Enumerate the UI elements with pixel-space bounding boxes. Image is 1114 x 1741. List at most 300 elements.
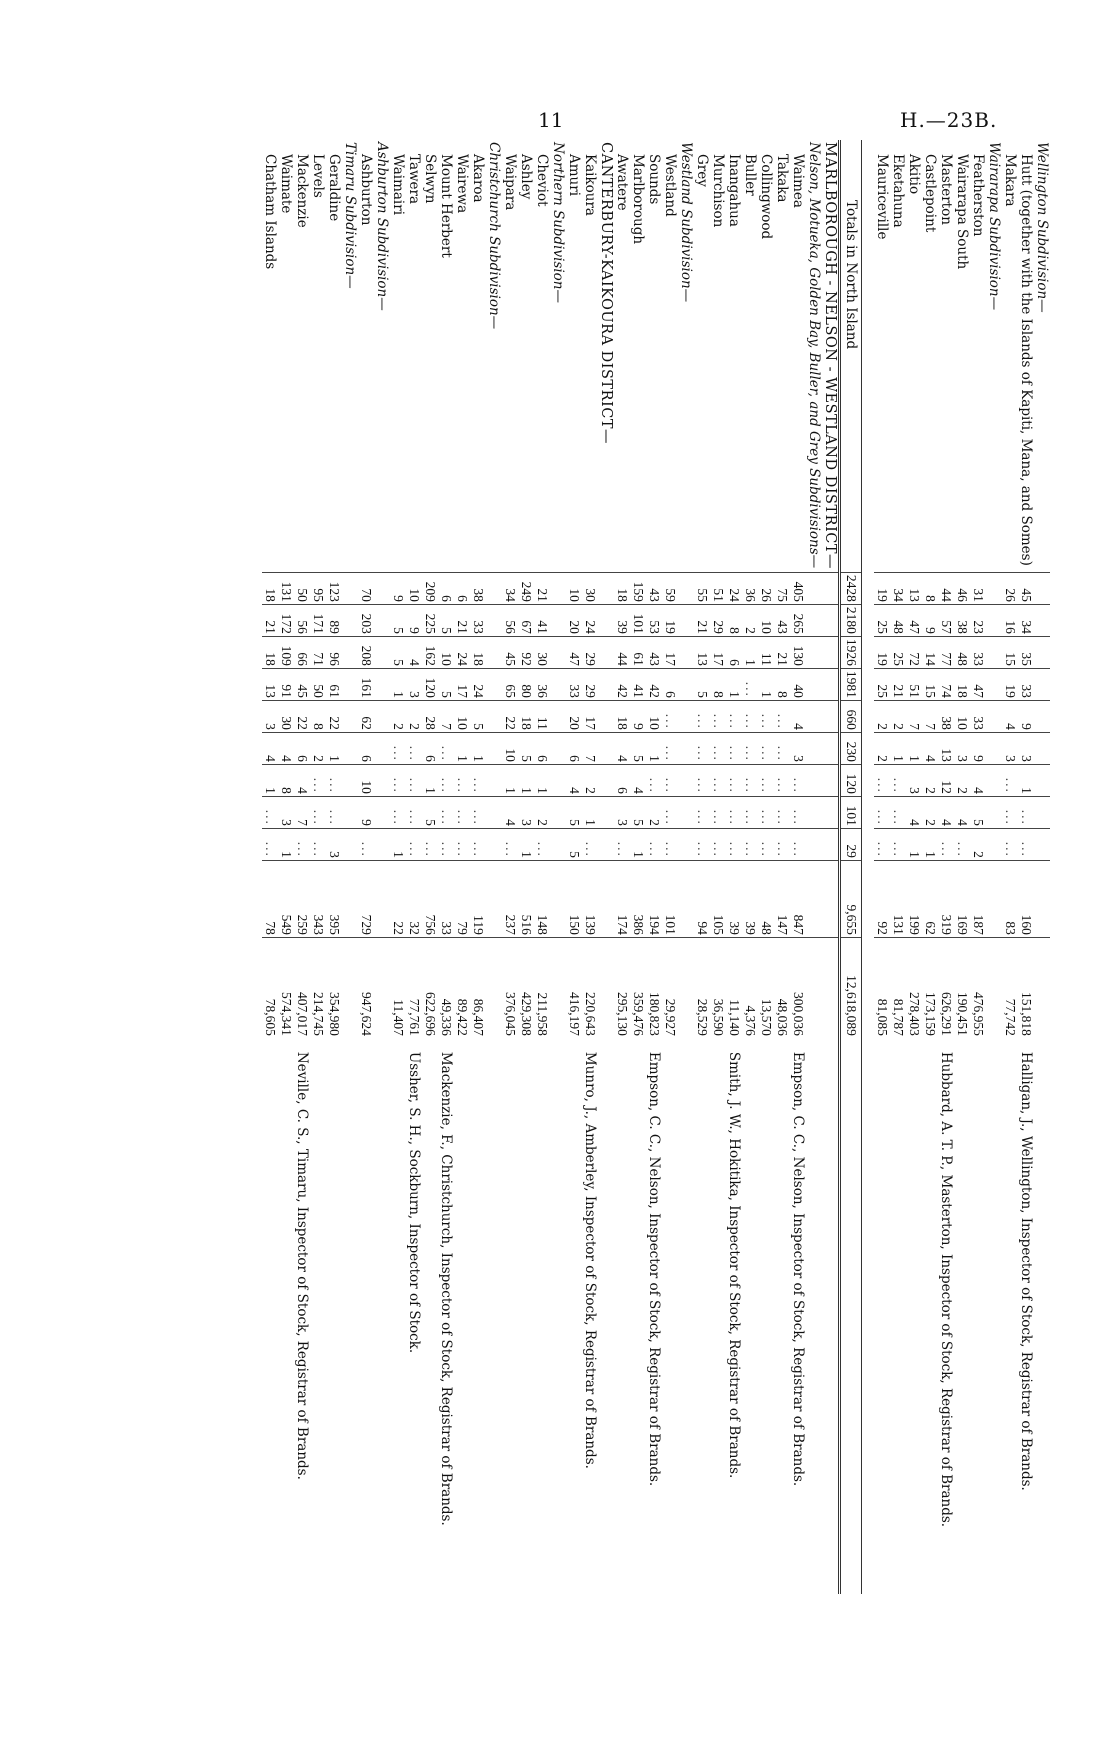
- value-cell: ...: [310, 796, 326, 828]
- value-cell: 21: [774, 636, 790, 668]
- value-cell: ...: [662, 796, 678, 828]
- value-cell: 4: [938, 796, 954, 828]
- empty-cell: [486, 764, 502, 796]
- value-cell: 38: [954, 604, 970, 636]
- locality-text: Marlborough: [630, 154, 646, 245]
- value-cell: 5: [970, 796, 986, 828]
- value-cell: 1: [262, 764, 278, 796]
- value-cell: ...: [1018, 828, 1034, 860]
- empty-cell: [806, 700, 822, 732]
- value-cell: 429,308: [518, 937, 534, 1038]
- value-cell: 16: [1002, 604, 1018, 636]
- value-cell: 225: [422, 604, 438, 636]
- inspector-cell: [262, 1038, 278, 1594]
- locality-text: Inangahua: [726, 154, 742, 227]
- value-cell: 180,823: [646, 937, 662, 1038]
- value-cell: 9: [630, 700, 646, 732]
- value-cell: 2: [646, 796, 662, 828]
- value-cell: 300,036: [790, 937, 806, 1038]
- empty-cell: [486, 937, 502, 1038]
- value-cell: 26: [1002, 572, 1018, 604]
- locality-text: Levels: [310, 154, 326, 198]
- value-cell: ...: [438, 764, 454, 796]
- locality-name: [422, 140, 438, 572]
- value-cell: 56: [502, 604, 518, 636]
- empty-cell: [806, 572, 822, 604]
- table-row: [518, 140, 534, 1594]
- heading-text: Nelson, Motueka, Golden Bay, Buller, and Grey Subdivisions—: [806, 142, 822, 569]
- value-cell: 10: [438, 636, 454, 668]
- value-cell: 150: [566, 860, 582, 937]
- value-cell: 622,696: [422, 937, 438, 1038]
- value-cell: 1: [454, 732, 470, 764]
- value-cell: 5: [470, 700, 486, 732]
- value-cell: 30: [582, 572, 598, 604]
- value-cell: 3: [790, 732, 806, 764]
- value-cell: 1: [890, 732, 906, 764]
- value-cell: 67: [518, 604, 534, 636]
- locality-name: [502, 140, 518, 572]
- empty-cell: [374, 636, 390, 668]
- subdivision-heading: [342, 140, 358, 572]
- empty-cell: [1034, 796, 1050, 828]
- value-cell: 203: [358, 604, 374, 636]
- inspector-cell: [906, 1038, 922, 1594]
- empty-cell: [550, 796, 566, 828]
- value-cell: 39: [726, 860, 742, 937]
- value-cell: 214,745: [310, 937, 326, 1038]
- empty-cell: [1034, 700, 1050, 732]
- value-cell: ...: [502, 828, 518, 860]
- value-cell: 78: [262, 860, 278, 937]
- sub-row: [550, 140, 566, 1594]
- empty-cell: [374, 572, 390, 604]
- value-cell: 4: [630, 764, 646, 796]
- value-cell: 5: [390, 636, 406, 668]
- value-cell: 51: [906, 668, 922, 700]
- value-cell: ...: [406, 796, 422, 828]
- value-cell: 42: [646, 668, 662, 700]
- locality-text: Westland: [662, 154, 678, 217]
- empty-cell: [678, 732, 694, 764]
- inspector-cell: [422, 1038, 438, 1594]
- locality-name: [758, 140, 774, 572]
- value-cell: 3: [518, 796, 534, 828]
- value-cell: 3: [406, 668, 422, 700]
- value-cell: 139: [582, 860, 598, 937]
- value-cell: 3: [954, 732, 970, 764]
- locality-name: [518, 140, 534, 572]
- locality-name: [614, 140, 630, 572]
- value-cell: 376,045: [502, 937, 518, 1038]
- value-cell: 516: [518, 860, 534, 937]
- value-cell: 2: [970, 828, 986, 860]
- value-cell: 33: [470, 604, 486, 636]
- value-cell: ...: [310, 764, 326, 796]
- value-cell: 14: [922, 636, 938, 668]
- value-cell: ...: [726, 828, 742, 860]
- heading-text: Timaru Subdivision—: [342, 142, 358, 289]
- value-cell: 29: [710, 604, 726, 636]
- sub-row: [806, 140, 822, 1594]
- value-cell: 109: [278, 636, 294, 668]
- value-cell: 66: [294, 636, 310, 668]
- locality-text: Selwyn: [422, 154, 438, 204]
- empty-cell: [678, 604, 694, 636]
- value-cell: 1: [534, 764, 550, 796]
- value-cell: 50: [294, 572, 310, 604]
- value-cell: 21: [890, 668, 906, 700]
- value-cell: 161: [358, 668, 374, 700]
- locality-name: [582, 140, 598, 572]
- locality-text: Kaikoura: [582, 154, 598, 216]
- empty-cell: [486, 636, 502, 668]
- locality-text: Mount Herbert: [438, 154, 454, 258]
- locality-name: [406, 140, 422, 572]
- value-cell: 75: [774, 572, 790, 604]
- empty-cell: [806, 604, 822, 636]
- value-cell: 160: [1018, 860, 1034, 937]
- value-cell: 5: [518, 732, 534, 764]
- sub-row: [374, 140, 390, 1594]
- value-cell: 660: [840, 700, 862, 732]
- locality-name: [774, 140, 790, 572]
- value-cell: 45: [1018, 572, 1034, 604]
- value-cell: 39: [742, 860, 758, 937]
- value-cell: 174: [614, 860, 630, 937]
- inspector-cell: [710, 1038, 726, 1594]
- value-cell: 40: [790, 668, 806, 700]
- value-cell: 278,403: [906, 937, 922, 1038]
- value-cell: 48: [954, 636, 970, 668]
- value-cell: 46: [954, 572, 970, 604]
- value-cell: 2: [954, 764, 970, 796]
- value-cell: 3: [326, 828, 342, 860]
- value-cell: 208: [358, 636, 374, 668]
- value-cell: 7: [438, 700, 454, 732]
- value-cell: ...: [358, 828, 374, 860]
- empty-cell: [986, 732, 1002, 764]
- inspector-cell: Munro, J., Amberley, Inspector of Stock, Registrar of Brands.: [582, 1051, 598, 1469]
- inspector-cell: [390, 1038, 406, 1594]
- empty-cell: [550, 604, 566, 636]
- value-cell: 81,085: [874, 937, 890, 1038]
- table-row: [390, 140, 406, 1594]
- value-cell: ...: [454, 796, 470, 828]
- value-cell: 19: [662, 604, 678, 636]
- value-cell: ...: [406, 732, 422, 764]
- empty-cell: [822, 764, 840, 796]
- value-cell: 405: [790, 572, 806, 604]
- empty-cell: [822, 732, 840, 764]
- inspector-cell: [358, 1038, 374, 1594]
- heading-text: CANTERBURY-KAIKOURA DISTRICT—: [598, 142, 614, 445]
- empty-cell: [342, 604, 358, 636]
- value-cell: ...: [470, 796, 486, 828]
- value-cell: ...: [1002, 796, 1018, 828]
- value-cell: ...: [662, 700, 678, 732]
- empty-cell: [678, 796, 694, 828]
- value-cell: 187: [970, 860, 986, 937]
- table-row: [422, 140, 438, 1594]
- empty-cell: [342, 572, 358, 604]
- value-cell: 34: [1018, 604, 1034, 636]
- locality-text: Ashley: [518, 154, 534, 200]
- empty-cell: [342, 860, 358, 937]
- table-row: [646, 140, 662, 1594]
- locality-text: Waipara: [502, 154, 518, 211]
- value-cell: 77: [938, 636, 954, 668]
- value-cell: 131: [278, 572, 294, 604]
- value-cell: 30: [278, 700, 294, 732]
- locality-name: [938, 140, 954, 572]
- value-cell: ...: [454, 828, 470, 860]
- value-cell: 91: [278, 668, 294, 700]
- empty-cell: [678, 860, 694, 937]
- value-cell: 4: [790, 700, 806, 732]
- value-cell: 61: [630, 636, 646, 668]
- empty-cell: [822, 604, 840, 636]
- sub-row: [342, 140, 358, 1594]
- empty-cell: [486, 1038, 502, 1594]
- value-cell: 13: [938, 732, 954, 764]
- value-cell: 119: [470, 860, 486, 937]
- value-cell: 51: [710, 572, 726, 604]
- value-cell: ...: [726, 764, 742, 796]
- value-cell: 81,787: [890, 937, 906, 1038]
- value-cell: 9: [970, 732, 986, 764]
- subdivision-heading: [678, 140, 694, 572]
- value-cell: 4: [906, 796, 922, 828]
- value-cell: 5: [438, 604, 454, 636]
- empty-cell: [1034, 668, 1050, 700]
- value-cell: 11: [758, 636, 774, 668]
- empty-cell: [678, 764, 694, 796]
- value-cell: ...: [758, 828, 774, 860]
- value-cell: 4: [502, 796, 518, 828]
- value-cell: 33: [970, 636, 986, 668]
- value-cell: 199: [906, 860, 922, 937]
- value-cell: 19: [874, 636, 890, 668]
- page-number: 11: [538, 108, 564, 132]
- table-row: [566, 140, 582, 1594]
- value-cell: 36: [742, 572, 758, 604]
- value-cell: 1: [630, 828, 646, 860]
- value-cell: 24: [726, 572, 742, 604]
- value-cell: 2: [874, 700, 890, 732]
- value-cell: ...: [758, 764, 774, 796]
- inspector-cell: [742, 1038, 758, 1594]
- locality-name: [1018, 140, 1034, 572]
- value-cell: 13,570: [758, 937, 774, 1038]
- value-cell: 756: [422, 860, 438, 937]
- locality-text: Takaka: [774, 154, 790, 203]
- value-cell: 20: [566, 604, 582, 636]
- empty-cell: [486, 732, 502, 764]
- value-cell: 21: [262, 604, 278, 636]
- heading-text: Westland Subdivision—: [678, 142, 694, 303]
- value-cell: 4: [970, 764, 986, 796]
- empty-cell: [598, 700, 614, 732]
- inspector-cell: [970, 1038, 986, 1594]
- inspector-cell: [954, 1038, 970, 1594]
- value-cell: 7: [582, 732, 598, 764]
- locality-name: [890, 140, 906, 572]
- value-cell: 22: [502, 700, 518, 732]
- subdivision-heading: [986, 140, 1002, 572]
- value-cell: 77,761: [406, 937, 422, 1038]
- table-row: [890, 140, 906, 1594]
- value-cell: 354,980: [326, 937, 342, 1038]
- value-cell: 1: [502, 764, 518, 796]
- inspector-cell: [326, 1038, 342, 1594]
- district-heading: [598, 140, 614, 572]
- value-cell: 48: [758, 860, 774, 937]
- value-cell: ...: [758, 796, 774, 828]
- table-row: [326, 140, 342, 1594]
- value-cell: 5: [630, 732, 646, 764]
- empty-cell: [806, 732, 822, 764]
- locality-name: [630, 140, 646, 572]
- value-cell: 33: [566, 668, 582, 700]
- locality-name: [646, 140, 662, 572]
- empty-cell: [598, 572, 614, 604]
- empty-cell: [1034, 1038, 1050, 1594]
- value-cell: 172: [278, 604, 294, 636]
- totals-label: [840, 140, 862, 572]
- inspector-cell: [534, 1038, 550, 1594]
- inspector-cell: Halligan, J., Wellington, Inspector of Stock, Registrar of Brands.: [1018, 1051, 1034, 1491]
- value-cell: 194: [646, 860, 662, 937]
- value-cell: 42: [614, 668, 630, 700]
- value-cell: ...: [790, 828, 806, 860]
- locality-name: [294, 140, 310, 572]
- value-cell: 1: [906, 732, 922, 764]
- value-cell: 1: [422, 764, 438, 796]
- locality-text: Mauriceville: [874, 154, 890, 240]
- value-cell: 86,407: [470, 937, 486, 1038]
- value-cell: 105: [710, 860, 726, 937]
- empty-cell: [374, 1038, 390, 1594]
- value-cell: 11: [534, 700, 550, 732]
- value-cell: 295,130: [614, 937, 630, 1038]
- locality-name: [662, 140, 678, 572]
- locality-text: Castlepoint: [922, 154, 938, 233]
- value-cell: 3: [906, 764, 922, 796]
- empty-cell: [374, 700, 390, 732]
- inspector-cell: Hubbard, A. T. P., Masterton, Inspector of Stock, Registrar of Brands.: [938, 1051, 954, 1528]
- value-cell: ...: [294, 828, 310, 860]
- table-row: [774, 140, 790, 1594]
- empty-cell: [986, 860, 1002, 937]
- value-cell: 2: [582, 764, 598, 796]
- value-cell: 22: [294, 700, 310, 732]
- locality-text: Waimairi: [390, 154, 406, 216]
- empty-cell: [1034, 764, 1050, 796]
- value-cell: 1: [646, 732, 662, 764]
- value-cell: 18: [262, 572, 278, 604]
- value-cell: ...: [874, 828, 890, 860]
- table-row: [358, 140, 374, 1594]
- value-cell: ...: [742, 700, 758, 732]
- locality-text: Wairarapa South: [954, 154, 970, 270]
- value-cell: 130: [790, 636, 806, 668]
- value-cell: 626,291: [938, 937, 954, 1038]
- value-cell: 3: [1002, 732, 1018, 764]
- value-cell: 7: [922, 700, 938, 732]
- inspector-cell: Smith, J. W., Hokitika, Inspector of Stock, Registrar of Brands.: [726, 1051, 742, 1479]
- locality-text: Ashburton: [358, 154, 374, 226]
- value-cell: 1: [470, 732, 486, 764]
- table-row: [630, 140, 646, 1594]
- empty-cell: [986, 668, 1002, 700]
- stock-returns-table: [262, 140, 1050, 1594]
- empty-cell: [374, 668, 390, 700]
- value-cell: 80: [518, 668, 534, 700]
- inspector-cell: [614, 1038, 630, 1594]
- value-cell: 28: [422, 700, 438, 732]
- value-cell: 17: [454, 668, 470, 700]
- value-cell: 72: [906, 636, 922, 668]
- subdivision-heading: [806, 140, 822, 572]
- locality-text: Awatere: [614, 154, 630, 211]
- value-cell: 1: [742, 636, 758, 668]
- empty-cell: [1034, 604, 1050, 636]
- empty-cell: [486, 572, 502, 604]
- empty-cell: [806, 937, 822, 1038]
- empty-cell: [342, 764, 358, 796]
- locality-name: [278, 140, 294, 572]
- value-cell: 319: [938, 860, 954, 937]
- locality-text: Masterton: [938, 154, 954, 225]
- empty-cell: [598, 604, 614, 636]
- empty-cell: [1034, 732, 1050, 764]
- value-cell: 34: [890, 572, 906, 604]
- locality-name: [262, 140, 278, 572]
- value-cell: 5: [422, 796, 438, 828]
- value-cell: 57: [938, 604, 954, 636]
- value-cell: 12,618,089: [840, 937, 862, 1038]
- locality-name: [358, 140, 374, 572]
- empty-cell: [1034, 636, 1050, 668]
- value-cell: 29,927: [662, 937, 678, 1038]
- value-cell: 92: [874, 860, 890, 937]
- value-cell: ...: [742, 764, 758, 796]
- value-cell: 21: [454, 604, 470, 636]
- value-cell: 6: [422, 732, 438, 764]
- value-cell: 8: [726, 604, 742, 636]
- value-cell: ...: [262, 796, 278, 828]
- inspector-cell: [566, 1038, 582, 1594]
- value-cell: 6: [438, 572, 454, 604]
- empty-cell: [678, 668, 694, 700]
- table-row: [874, 140, 890, 1594]
- value-cell: 44: [614, 636, 630, 668]
- value-cell: 25: [874, 668, 890, 700]
- value-cell: 10: [502, 732, 518, 764]
- table-row: [710, 140, 726, 1594]
- empty-cell: [342, 732, 358, 764]
- value-cell: ...: [390, 732, 406, 764]
- value-cell: 13: [694, 636, 710, 668]
- locality-text: Akitio: [906, 154, 922, 195]
- subdivision-heading: [1034, 140, 1050, 572]
- value-cell: 2: [390, 700, 406, 732]
- value-cell: ...: [470, 828, 486, 860]
- value-cell: ...: [710, 732, 726, 764]
- value-cell: ...: [1002, 828, 1018, 860]
- value-cell: 5: [566, 796, 582, 828]
